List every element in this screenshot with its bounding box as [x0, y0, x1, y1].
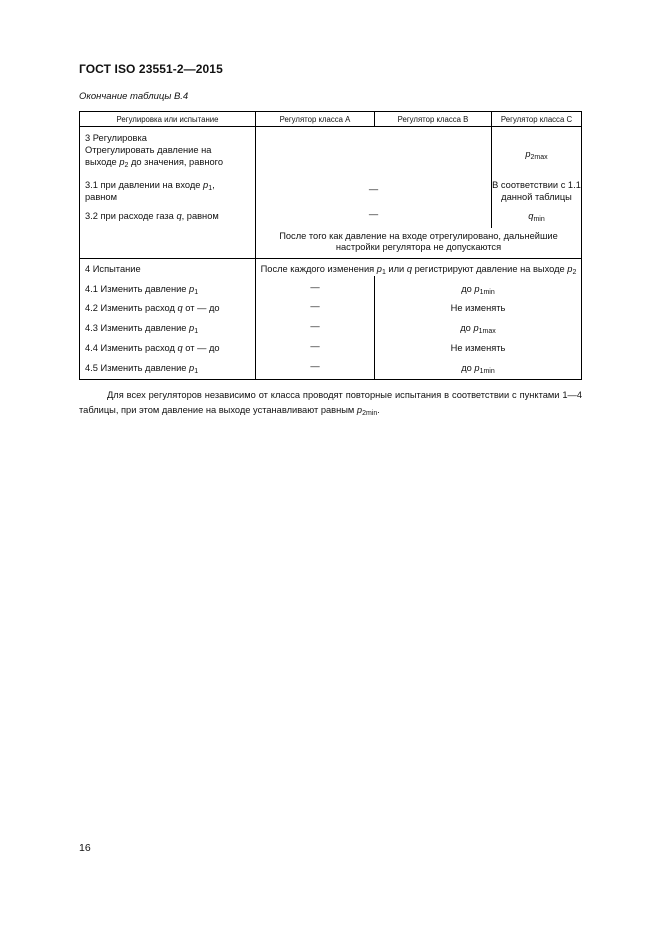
row-4-3-label: 4.3 Изменить давление $p_1$: [85, 323, 199, 335]
row-4-4-label: 4.4 Изменить расход q от — до: [85, 343, 220, 353]
section-3-line2: выходе $p_2$ до значения, равного: [85, 157, 223, 169]
header-rule: [79, 126, 582, 127]
footnote-paragraph: Для всех регуляторов независимо от класса проводят повторные испытания в соответствии с пунктами 1—4 таблицы, при этом давление на выходе устанавливают равным $p_{2min}$.: [79, 390, 582, 417]
column-header: Регулятор класса В: [397, 115, 469, 124]
note-line1: После того как давление на входе отрегулировано, дальнейшие: [279, 231, 558, 241]
table-border-right: [581, 111, 582, 380]
cell-4-5-bc: до $p_{1min}$: [461, 363, 495, 375]
table-border-left: [79, 111, 80, 380]
cell-4-3-a: —: [310, 321, 320, 331]
cell-class-c-p2max: $p_{2max}$: [525, 149, 548, 161]
row-3-1-label-cont: равном: [85, 192, 117, 202]
table-caption: Окончание таблицы В.4: [79, 91, 189, 102]
cell-4-2-a: —: [310, 301, 320, 311]
row-4-2-label: 4.2 Изменить расход q от — до: [85, 303, 220, 313]
section-4-title: 4 Испытание: [85, 264, 141, 274]
row-4-5-label: 4.5 Изменить давление $p_1$: [85, 363, 199, 375]
section-4-span-text: После каждого изменения $p_1$ или q регистрируют давление на выходе $p_2$: [260, 264, 577, 276]
cell-3-1-ab: —: [368, 184, 379, 194]
page-number: 16: [79, 842, 91, 854]
document-id-header: ГОСТ ISO 23551-2—2015: [79, 62, 223, 76]
row-3-2-label: 3.2 при расходе газа q, равном: [85, 211, 219, 221]
section-3-title: 3 Регулировка: [85, 133, 147, 143]
section-3-line1: Отрегулировать давление на: [85, 145, 212, 155]
cell-4-3-bc: до $p_{1max}$: [460, 323, 496, 335]
cell-4-2-bc: Не изменять: [450, 303, 506, 313]
cell-4-1-a: —: [310, 282, 320, 292]
cell-3-1-class-c-cont: данной таблицы: [501, 192, 572, 202]
column-header: Регулировка или испытание: [116, 115, 219, 124]
table-border-top: [79, 111, 582, 112]
column-header: Регулятор класса А: [279, 115, 351, 124]
cell-4-4-bc: Не изменять: [450, 343, 506, 353]
cell-3-1-class-c: В соответствии с 1.1: [492, 180, 581, 190]
cell-3-2-class-c: $q_{min}$: [528, 211, 545, 223]
cell-3-2-ab: —: [368, 209, 379, 219]
row-4-1-label: 4.1 Изменить давление $p_1$: [85, 284, 199, 296]
column-header: Регулятор класса С: [500, 115, 573, 124]
note-line2: настройки регулятора не допускаются: [335, 242, 502, 252]
table-border-bottom: [79, 379, 582, 380]
cell-4-1-bc: до $p_{1min}$: [461, 284, 495, 296]
cell-4-4-a: —: [310, 341, 320, 351]
row-3-1-label: 3.1 при давлении на входе $p_1$,: [85, 180, 215, 192]
section-rule: [79, 258, 582, 259]
cell-4-5-a: —: [310, 361, 320, 371]
